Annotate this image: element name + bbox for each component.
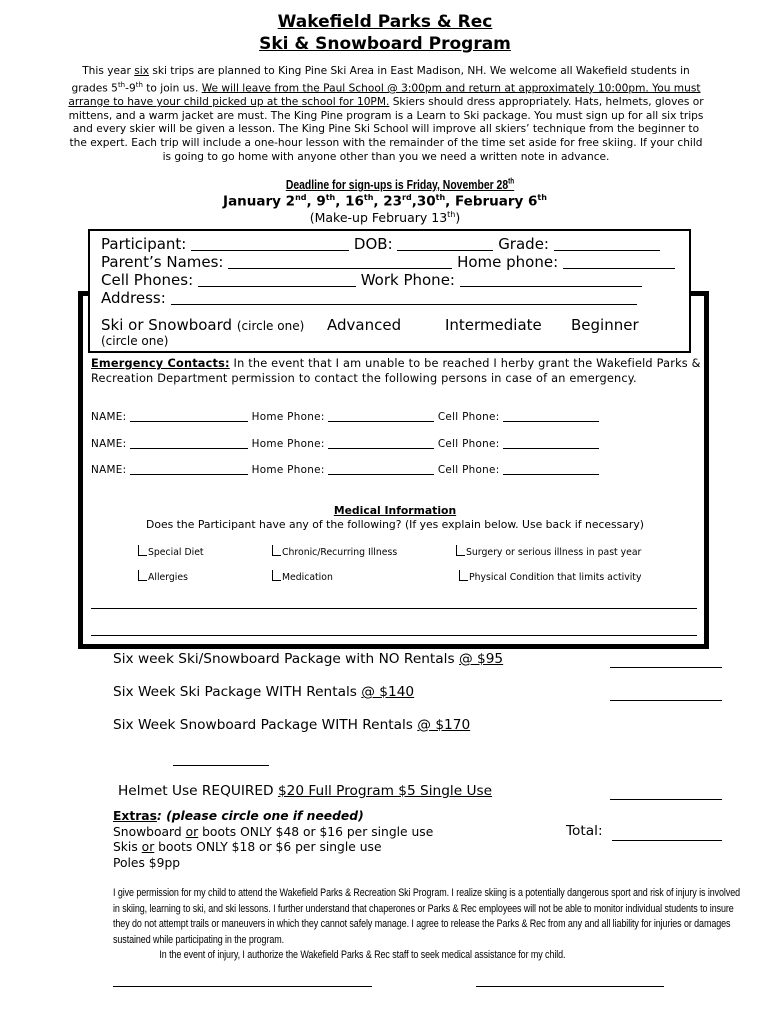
permission-statement: I give permission for my child to attend the Wakefield Parks & Recreation Ski Program. I realize skiing is a potentially dangerous sport and risk of injury is involved in skiing, learning to ski, and ski lessons. I further understand that chaperones or Parks & Rec employees will not be able to monitor individual students to insure they do not attempt trails or maneuvers in which they cannot safely manage. I agree to release the Parks & Rec from any and all liability for injuries or damages sustained while participating in the program. In the event of injury, I authorize the Wakefield Parks & Rec staff to seek medical assistance for my child. [113, 887, 741, 961]
address-field[interactable] [171, 290, 637, 305]
contact-home-phone-field[interactable] [328, 410, 434, 422]
contact-cell-phone-field[interactable] [503, 410, 599, 422]
total-field[interactable] [612, 840, 722, 841]
contact-name-field[interactable] [130, 410, 248, 422]
helmet-requirement: Helmet Use REQUIRED $20 Full Program $5 Single Use [118, 783, 493, 799]
trip-dates: January 2nd, 9th, 16th, 23rd,30th, February 6th [223, 193, 547, 210]
package-ski-rentals-line[interactable] [610, 700, 722, 701]
emergency-contact-row: NAME: Home Phone: Cell Phone: [91, 437, 599, 450]
package-snowboard-rentals-line[interactable] [173, 765, 269, 766]
contact-name-field[interactable] [130, 463, 248, 475]
deadline-text: Deadline for sign-ups is Friday, November 28th [285, 177, 515, 193]
emergency-contacts-text: Emergency Contacts: In the event that I am unable to be reached I herby grant the Wakefield Parks & Recreation Department permission to contact the following persons in case of an emergency. [91, 357, 701, 385]
medical-question: Does the Participant have any of the following? (If yes explain below. Use back if necessary) [146, 518, 644, 531]
option-beginner[interactable]: Beginner [571, 316, 639, 334]
participant-row: Participant: DOB: Grade: [101, 235, 660, 253]
cell-row: Cell Phones: Work Phone: [101, 271, 642, 289]
home-phone-field[interactable] [563, 254, 675, 269]
checkbox-icon[interactable] [456, 545, 465, 556]
package-no-rentals: Six week Ski/Snowboard Package with NO Rentals @ $95 [113, 651, 504, 667]
package-ski-rentals: Six Week Ski Package WITH Rentals @ $140 [113, 684, 415, 700]
checkbox-surgery[interactable]: Surgery or serious illness in past year [456, 545, 641, 558]
participant-field[interactable] [191, 236, 349, 251]
checkbox-icon[interactable] [138, 570, 147, 581]
checkbox-medication[interactable]: Medication [272, 570, 333, 583]
work-phone-field[interactable] [460, 272, 642, 287]
contact-name-field[interactable] [130, 437, 248, 449]
date-signature-line[interactable] [476, 986, 664, 987]
circle-one-note: (circle one) [101, 334, 169, 348]
ski-level-row: Ski or Snowboard (circle one) [101, 316, 305, 334]
checkbox-icon[interactable] [138, 545, 147, 556]
page-title: Wakefield Parks & Rec [277, 12, 493, 32]
page-subtitle: Ski & Snowboard Program [259, 34, 511, 54]
cell-phones-field[interactable] [198, 272, 356, 287]
parent-signature-line[interactable] [113, 986, 372, 987]
checkbox-physical-condition[interactable]: Physical Condition that limits activity [459, 570, 641, 583]
extras-section: Extras: (please circle one if needed) Snowboard or boots ONLY $48 or $16 per single use Skis or boots ONLY $18 or $6 per single use Poles $9pp [113, 809, 434, 870]
option-intermediate[interactable]: Intermediate [445, 316, 542, 334]
checkbox-icon[interactable] [272, 570, 281, 581]
package-snowboard-rentals: Six Week Snowboard Package WITH Rentals @ $170 [113, 717, 471, 733]
medical-explain-line[interactable] [91, 608, 697, 609]
medical-info-title: Medical Information [333, 504, 457, 517]
checkbox-icon[interactable] [459, 570, 468, 581]
makeup-date: (Make-up February 13th) [309, 210, 461, 226]
checkbox-chronic-illness[interactable]: Chronic/Recurring Illness [272, 545, 397, 558]
option-advanced[interactable]: Advanced [327, 316, 402, 334]
emergency-contact-row: NAME: Home Phone: Cell Phone: [91, 463, 599, 476]
dob-field[interactable] [397, 236, 493, 251]
checkbox-special-diet[interactable]: Special Diet [138, 545, 204, 558]
parents-names-field[interactable] [228, 254, 452, 269]
intro-paragraph: This year six ski trips are planned to King Pine Ski Area in East Madison, NH. We welcome all Wakefield students in grades 5th-9th to join us. We will leave from the Paul School @ 3:00pm and return at approximately 10:00pm. You must arrange to have your child picked up at the school for 10PM. Skiers should dress appropriately. Hats, helmets, gloves or mittens, and a warm jacket are must. The King Pine program is a Learn to Ski package. You must sign up for all six trips and every skier will be given a lesson. The King Pine Ski School will improve all skiers’ technique from the beginner to the expert. Each trip will include a one-hour lesson with the remainder of the time set aside for free skiing. If your child is going to go home with anyone other than you we need a written note in advance. [68, 65, 704, 163]
contact-cell-phone-field[interactable] [503, 437, 599, 449]
address-row: Address: [101, 289, 637, 307]
total-label: Total: [566, 823, 603, 839]
contact-home-phone-field[interactable] [328, 463, 434, 475]
emergency-contact-row: NAME: Home Phone: Cell Phone: [91, 410, 599, 423]
checkbox-icon[interactable] [272, 545, 281, 556]
checkbox-allergies[interactable]: Allergies [138, 570, 188, 583]
package-no-rentals-line[interactable] [610, 667, 722, 668]
medical-explain-line[interactable] [91, 635, 697, 636]
grade-field[interactable] [554, 236, 660, 251]
helmet-line[interactable] [610, 799, 722, 800]
contact-home-phone-field[interactable] [328, 437, 434, 449]
parents-row: Parent’s Names: Home phone: [101, 253, 675, 271]
contact-cell-phone-field[interactable] [503, 463, 599, 475]
